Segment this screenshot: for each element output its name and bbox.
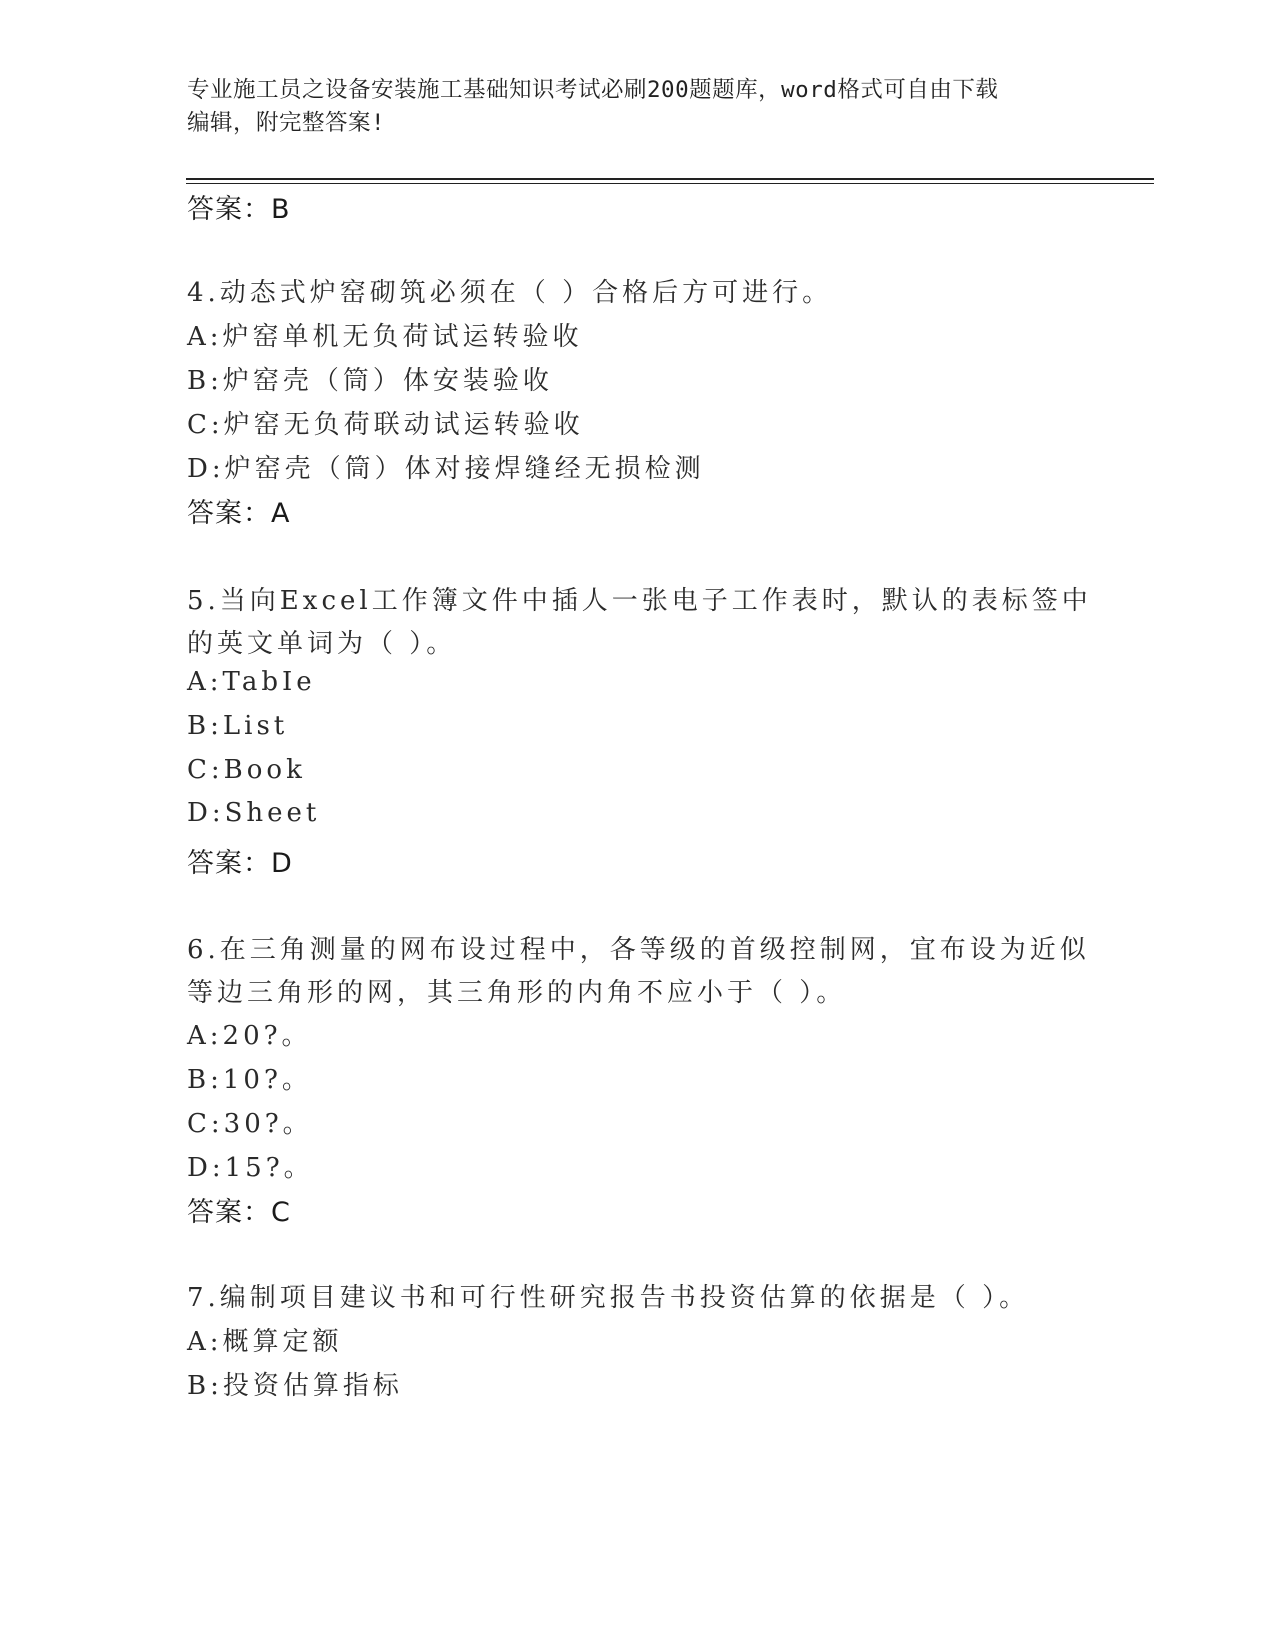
question-4-option-a: A:炉窑单机无负荷试运转验收 [187,322,583,352]
question-5-option-c: C:Book [187,755,306,785]
header-line-2: 编辑，附完整答案! [187,110,386,136]
question-5-option-a: A:TabIe [187,667,316,697]
question-6-option-a: A:20?。 [187,1021,312,1051]
question-5-text-line-1: 5.当向Excel工作簿文件中插人一张电子工作表时，默认的表标签中 [187,586,1092,616]
question-6-text-line-1: 6.在三角测量的网布设过程中，各等级的首级控制网，宜布设为近似 [187,935,1090,965]
question-5-option-b: B:List [187,711,289,741]
question-6-answer: 答案：C [187,1197,291,1228]
document-header [187,74,1077,140]
header-divider-thin [186,183,1154,184]
header-divider [186,178,1154,180]
question-7-option-b: B:投资估算指标 [187,1371,403,1401]
question-5-answer: 答案：D [187,848,293,879]
question-4-answer: 答案：A [187,498,291,529]
answer-prev: 答案：B [187,194,291,225]
question-7-option-a: A:概算定额 [187,1327,343,1357]
question-4-option-c: C:炉窑无负荷联动试运转验收 [187,410,584,440]
question-6-option-d: D:15?。 [187,1153,314,1183]
question-6-option-b: B:10?。 [187,1065,312,1095]
question-7-text: 7.编制项目建议书和可行性研究报告书投资估算的依据是（ ）。 [187,1283,1030,1313]
question-4-option-d: D:炉窑壳（筒）体对接焊缝经无损检测 [187,454,705,484]
question-6-text-line-2: 等边三角形的网，其三角形的内角不应小于（ ）。 [187,978,847,1008]
question-4-text: 4.动态式炉窑砌筑必须在（ ）合格后方可进行。 [187,278,833,308]
question-5-text-line-2: 的英文单词为（ ）。 [187,629,457,659]
question-5-option-d: D:Sheet [187,798,321,828]
question-6-option-c: C:30?。 [187,1109,313,1139]
question-4-option-b: B:炉窑壳（筒）体安装验收 [187,366,553,396]
header-line-1: 专业施工员之设备安装施工基础知识考试必刷200题题库，word格式可自由下载 [187,77,999,103]
